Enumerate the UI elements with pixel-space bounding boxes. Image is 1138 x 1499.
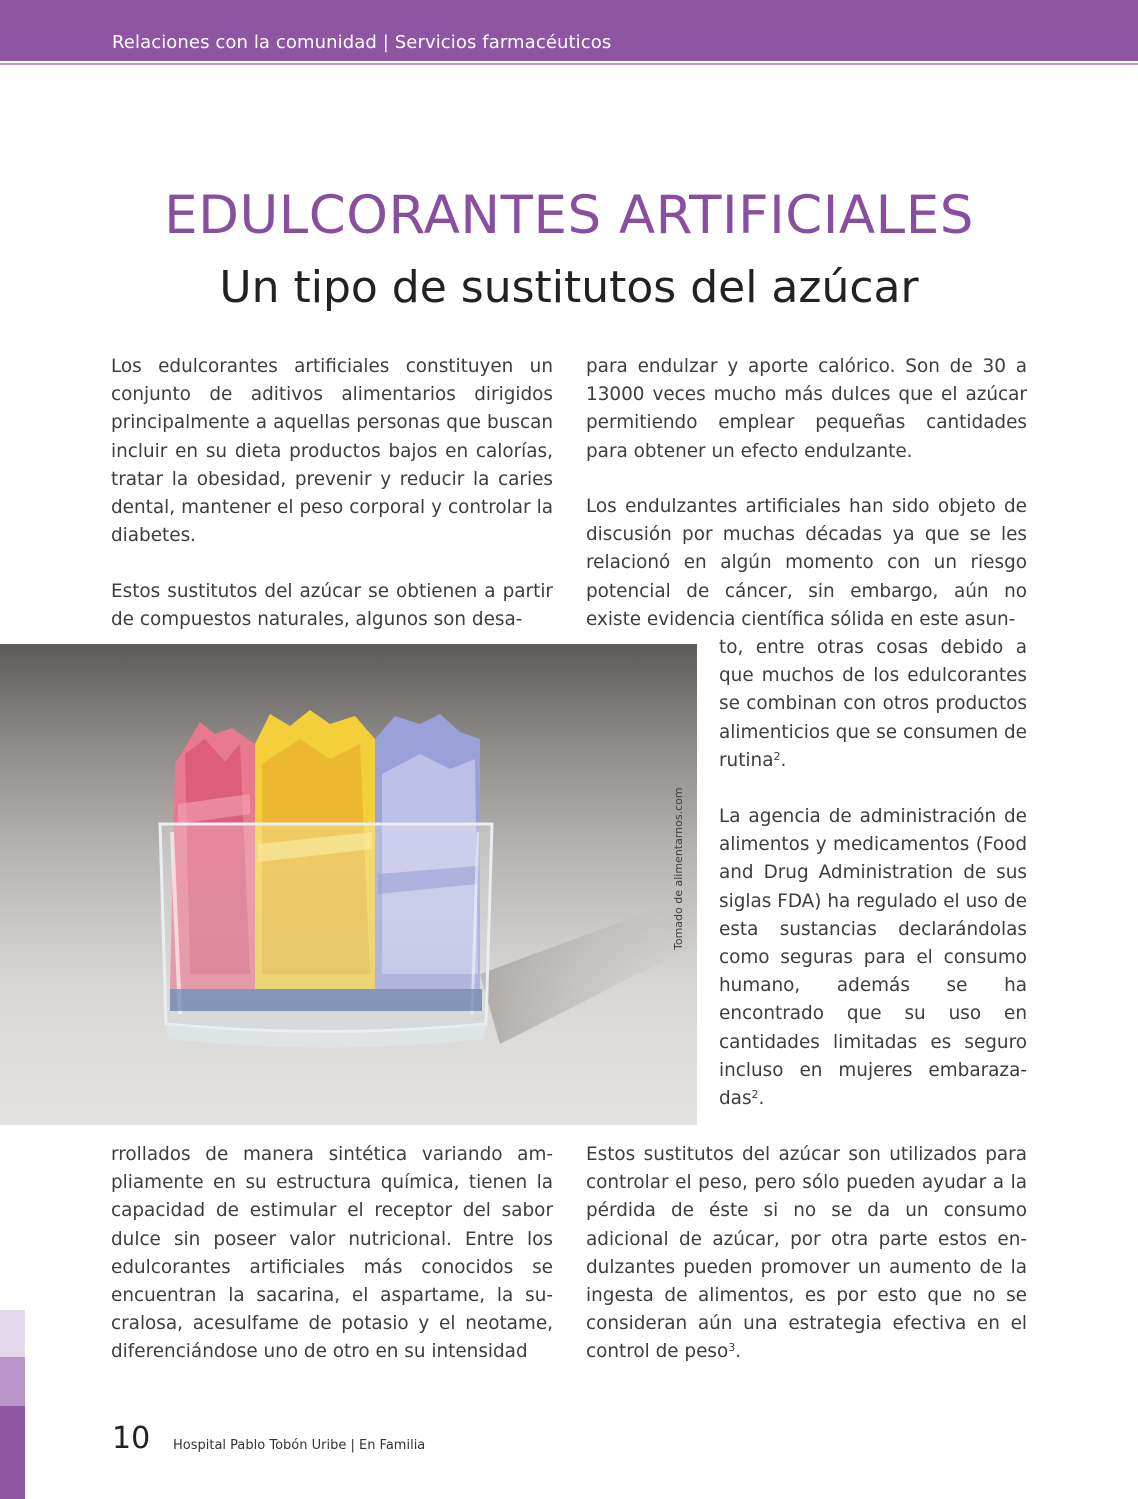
article-subtitle: Un tipo de sustitutos del azúcar [219,262,919,313]
photo-illustration [0,644,697,1125]
publication-name: Hospital Pablo Tobón Uribe | En Familia [173,1438,426,1453]
paragraph-synthetic: rrollados de manera sintética variando ampliamente en su estructura química, tienen la capacidad de estimular el receptor del sabor dulce sin poseer valor nutricional. Entre los edulcorantes artificiales más conocidos se encuentran la sacarina, el aspartame, la sucralosa, acesulfame de potasio y el neotame, diferenciándose uno de otro en su intensidad [111,1144,553,1363]
side-tab-light [0,1310,25,1357]
side-tab-dark [0,1406,25,1499]
paragraph-combined-products-text: to, entre otras cosas debido a que muchos de los edulcorantes se combinan con otros productos alimenticios que se consumen de rutina [719,637,1027,771]
paragraph-cancer-debate: Los endulzantes artificiales han sido objeto de discusión por muchas décadas ya que se les relacionó en algún momento con un riesgo potencial de cáncer, sin embargo, aún no existe evidencia científica sólida en este asun- [586,496,1027,630]
page-number: 10 [112,1421,151,1456]
paragraph-fda-text: La agencia de administración de alimentos y medicamentos (Food and Drug Administration de sus siglas FDA) ha regulado el uso de esta sustancias declarándolas como seguras para el consumo humano, además se ha encontrado que su uso en cantidades limitadas es seguro incluso en mujeres embarazadas [719,806,1027,1110]
footnote-ref: 3 [728,1341,736,1355]
period: . [758,1088,765,1110]
footnote-ref: 2 [751,1088,759,1102]
glass-holder [160,824,492,1048]
period: . [735,1341,742,1363]
side-tab-mid [0,1357,25,1406]
paragraph-weight-control [586,1141,1027,1367]
article-title: EDULCORANTES ARTIFICIALES [164,185,974,246]
paragraph-fda [719,803,1027,1113]
paragraph-origin: Estos sustitutos del azúcar se obtienen a partir de compuestos naturales, algunos son desa- [111,581,553,631]
paragraph-combined-products [719,634,1027,775]
section-header: Relaciones con la comunidad | Servicios farmacéuticos [112,32,612,53]
header-divider [0,63,1138,65]
photo-credit: Tomado de alimentarnos.com [672,787,685,950]
period: . [780,749,787,771]
paragraph-weight-control-text: Estos sustitutos del azúcar son utilizados para controlar el peso, pero sólo pueden ayudar a la pérdida de éste si no se da un consumo adicional de azúcar, por otra parte estos endulzantes pueden promover un aumento de la ingesta de alimentos, es por esto que no se consideran aún una estrategia efectiva en el control de peso [586,1144,1027,1363]
footnote-ref: 2 [773,749,781,763]
paragraph-sweetness: para endulzar y aporte calórico. Son de 30 a 13000 veces mucho más dulces que el azúcar permitiendo emplear pequeñas cantidades para obtener un efecto endulzante. [586,356,1027,462]
sweetener-packets-photo [0,644,697,1125]
paragraph-intro: Los edulcorantes artificiales constituyen un conjunto de aditivos alimentarios dirigidos principalmente a aquellas personas que buscan incluir en su dieta productos bajos en calorías, tratar la obesidad, prevenir y reducir la caries dental, mantener el peso corporal y controlar la diabetes. [111,356,553,547]
